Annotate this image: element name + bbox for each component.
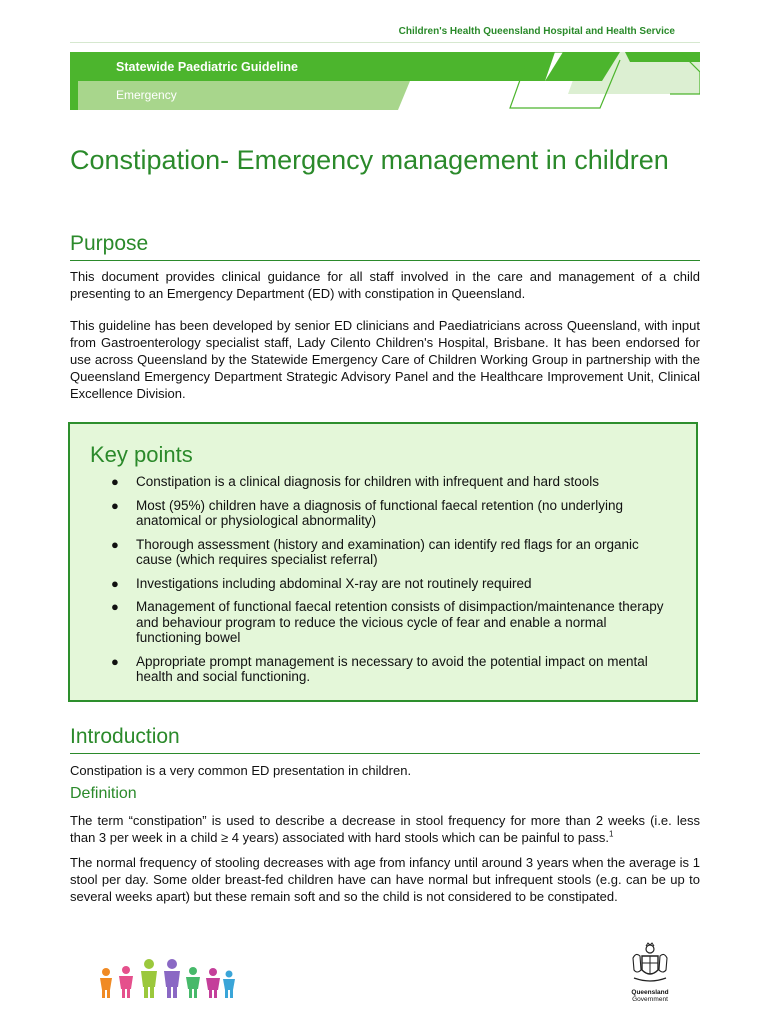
queensland-government-logo — [626, 940, 674, 1003]
frequency-paragraph: The normal frequency of stooling decreases with age from infancy until around 3 years when the average is 1 stool per day. Some older breast-fed children have can have normal but infrequent stools (e.g. can be up to several weeks apart) but these remain soft and so the child is not considered to be constipated. — [70, 855, 700, 904]
list-item — [104, 474, 674, 490]
organisation-name: Children's Health Queensland Hospital and Health Service — [398, 26, 675, 37]
child-figure-icon — [223, 971, 235, 999]
definition-heading: Definition — [70, 785, 137, 802]
key-points-box — [68, 422, 698, 702]
purpose-heading: Purpose — [70, 231, 700, 261]
list-item — [104, 576, 674, 592]
definition-text: The term “constipation” is used to describe a decrease in stool frequency for more than 2 weeks (i.e. less than 3 per week in a child ≥ 4 years) associated with hard stools which can be painful to pass. — [70, 813, 700, 845]
purpose-paragraph-1: This document provides clinical guidance for all staff involved in the care and management of a child presenting to an Emergency Department (ED) with constipation in Queensland. — [70, 269, 700, 301]
list-item — [104, 654, 674, 685]
key-point-text: Most (95%) children have a diagnosis of functional faecal retention (no underlying anatomical or physiological abnormality) — [136, 497, 624, 528]
key-points-heading: Key points — [90, 442, 193, 467]
key-point-text: Appropriate prompt management is necessary to avoid the potential impact on mental health and social functioning. — [136, 653, 648, 684]
bullet-icon: ● — [111, 653, 119, 669]
banner-subtitle: Emergency — [116, 88, 177, 102]
introduction-heading: Introduction — [70, 724, 700, 754]
child-figure-icon — [206, 968, 220, 998]
bullet-icon: ● — [111, 575, 119, 591]
list-item — [104, 599, 674, 646]
header-rule — [70, 42, 700, 43]
key-point-text: Management of functional faecal retention consists of disimpaction/maintenance therapy and behaviour program to reduce the vicious cycle of fear and enable a normal functioning bowel — [136, 599, 664, 645]
crest-line-2: Government — [632, 996, 668, 1003]
document-title: Constipation- Emergency management in children — [70, 145, 669, 175]
definition-paragraph — [70, 812, 700, 846]
key-point-text: Constipation is a clinical diagnosis for children with infrequent and hard stools — [136, 474, 600, 489]
key-point-text: Thorough assessment (history and examination) can identify red flags for an organic cause (which requires specialist referral) — [136, 536, 639, 567]
children-figures-logo — [96, 958, 236, 1000]
key-point-text: Investigations including abdominal X-ray are not routinely required — [136, 575, 532, 591]
crest-line-1: Queensland — [631, 989, 669, 996]
child-figure-icon — [119, 966, 133, 998]
child-figure-icon — [186, 967, 200, 998]
guideline-banner — [70, 52, 700, 110]
banner-title: Statewide Paediatric Guideline — [116, 60, 299, 74]
list-item — [104, 498, 674, 529]
key-points-list — [104, 474, 674, 693]
purpose-paragraph-2: This guideline has been developed by senior ED clinicians and Paediatricians across Queensland, with input from Gastroenterology specialist staff, Lady Cilento Children's Hospital, Brisbane. It has been endorsed for use across Queensland by the Statewide Emergency Care of Children Working Group in partnership with the Queensland Emergency Department Strategic Advisory Panel and the Healthcare Improvement Unit, Clinical Excellence Division. — [70, 318, 700, 401]
bullet-icon: ● — [111, 599, 119, 614]
bullet-icon: ● — [111, 474, 119, 489]
child-figure-icon — [141, 959, 157, 998]
introduction-paragraph: Constipation is a very common ED presentation in children. — [70, 763, 412, 778]
crest-icon — [628, 940, 672, 984]
list-item — [104, 537, 674, 568]
reference-marker: 1 — [609, 829, 614, 839]
child-figure-icon — [164, 959, 180, 998]
bullet-icon: ● — [111, 497, 119, 513]
bullet-icon: ● — [111, 536, 119, 552]
child-figure-icon — [100, 968, 112, 998]
